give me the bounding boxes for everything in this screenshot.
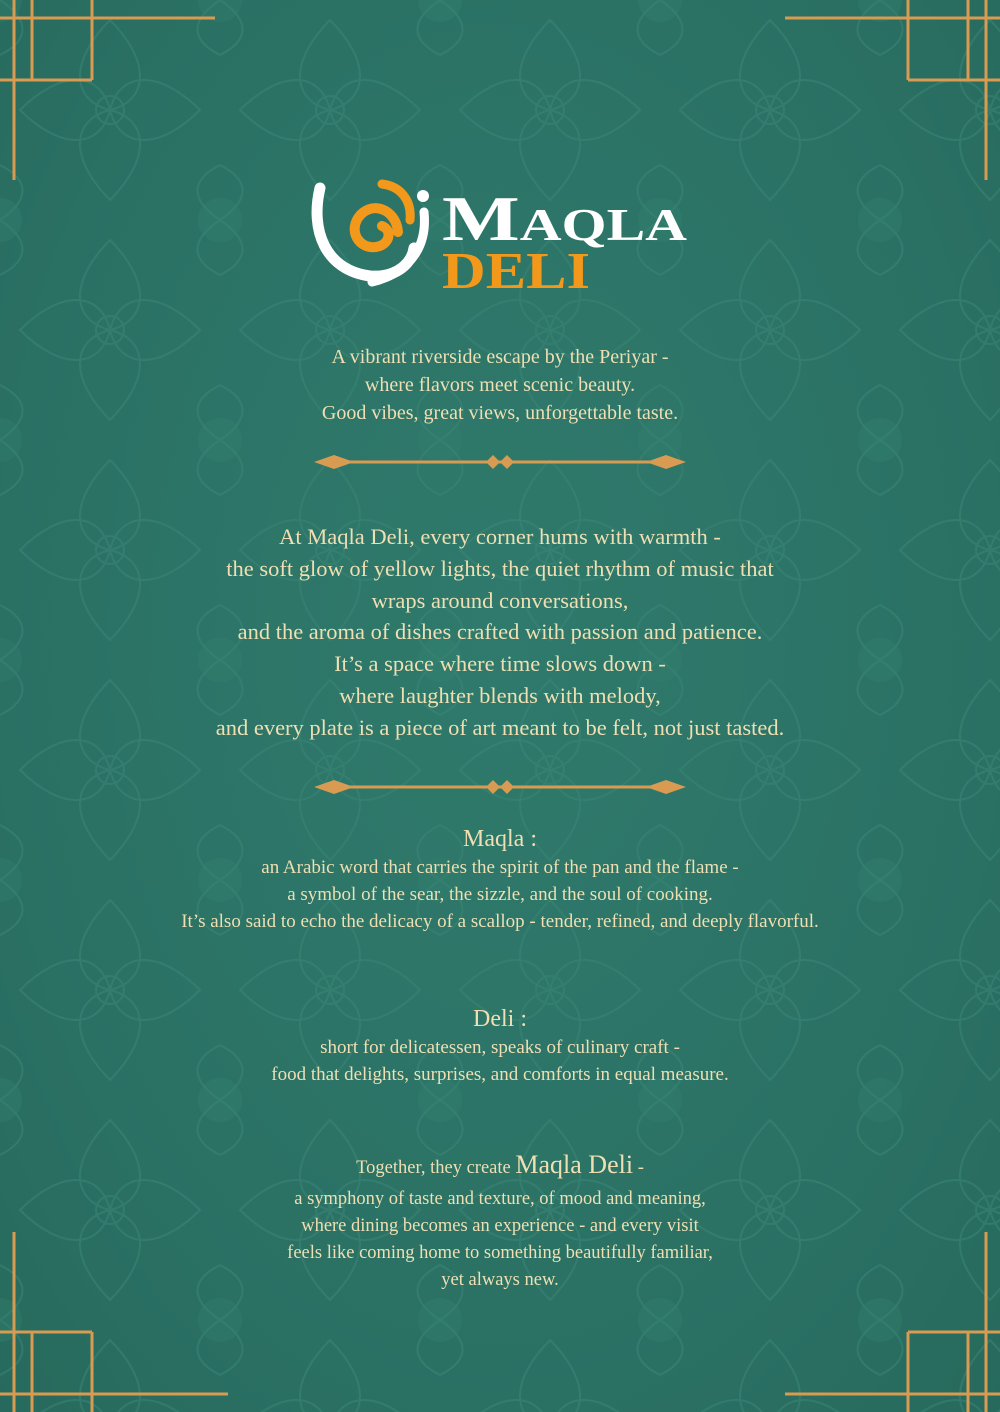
- maqla-line: It’s also said to echo the delicacy of a scallop - tender, refined, and deeply flavorful.: [181, 911, 819, 932]
- closing-line: feels like coming home to something beautifully familiar,: [287, 1243, 713, 1263]
- story-text: [0, 521, 1000, 744]
- ornament-divider: [310, 452, 690, 472]
- intro-line: where flavors meet scenic beauty.: [364, 374, 636, 396]
- story-line: At Maqla Deli, every corner hums with warmth -: [279, 524, 721, 549]
- story-line: It’s a space where time slows down -: [334, 651, 666, 677]
- deli-title: Deli :: [473, 1006, 527, 1032]
- closing-line: a symphony of taste and texture, of mood and meaning,: [294, 1189, 706, 1209]
- closing-brand-name: Maqla Deli: [515, 1150, 634, 1179]
- deli-line: food that delights, surprises, and comforts in equal measure.: [271, 1064, 729, 1085]
- closing-line: yet always new.: [441, 1270, 559, 1290]
- maqla-definition: [0, 824, 1000, 935]
- story-line: wraps around conversations,: [371, 587, 629, 613]
- intro-line: A vibrant riverside escape by the Periyar -: [331, 346, 669, 368]
- maqla-line: a symbol of the sear, the sizzle, and the soul of cooking.: [287, 884, 713, 905]
- closing-lead-line: [0, 1148, 1000, 1186]
- maqla-deli-logo: [310, 170, 710, 300]
- ornament-divider: [310, 777, 690, 797]
- story-line: where laughter blends with melody,: [339, 682, 661, 708]
- closing-lead: Together, they create: [356, 1158, 516, 1178]
- closing-dash: -: [633, 1158, 644, 1178]
- closing-text: [0, 1148, 1000, 1294]
- maqla-title: Maqla :: [463, 826, 537, 852]
- swirl-emblem-icon: [317, 184, 429, 282]
- maqla-line: an Arabic word that carries the spirit of the pan and the flame -: [261, 857, 739, 878]
- intro-line: Good vibes, great views, unforgettable taste.: [321, 402, 679, 424]
- deli-line: short for delicatessen, speaks of culinary craft -: [320, 1037, 680, 1058]
- story-line: and every plate is a piece of art meant to be felt, not just tasted.: [215, 714, 785, 740]
- story-line: the soft glow of yellow lights, the quiet rhythm of music that: [226, 555, 774, 581]
- logo-line2: Deli: [442, 243, 590, 300]
- story-line: and the aroma of dishes crafted with passion and patience.: [237, 619, 763, 645]
- intro-text: [0, 343, 1000, 427]
- deli-definition: [0, 1004, 1000, 1088]
- closing-line: where dining becomes an experience - and every visit: [301, 1216, 699, 1236]
- logo-line1: Maqla: [442, 183, 688, 254]
